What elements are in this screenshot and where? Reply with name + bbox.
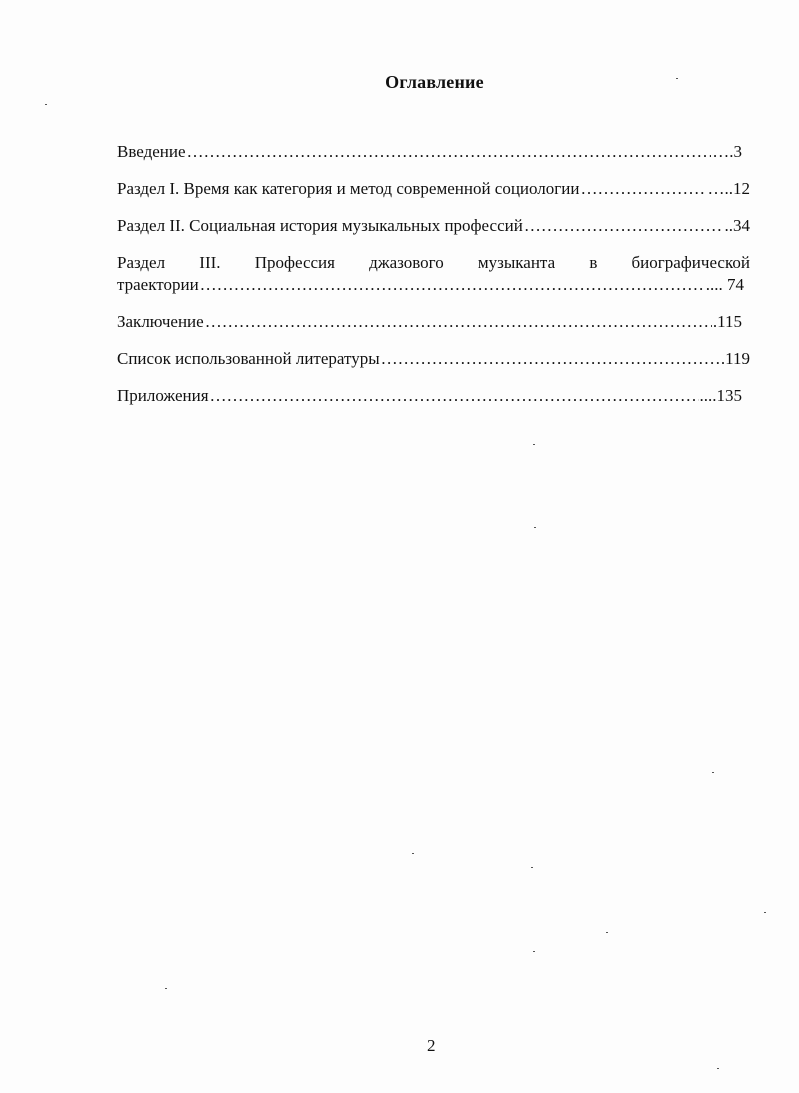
toc-entry-appendices [117, 385, 750, 407]
toc-entry-page: .... 74 [705, 275, 744, 294]
toc-word: биографической [631, 253, 750, 272]
toc-leader-dots [187, 141, 712, 163]
toc-entry-label: Заключение [117, 312, 204, 331]
toc-entry-conclusion [117, 311, 750, 333]
toc-leader-dots [580, 178, 706, 200]
page-title: Оглавление [385, 72, 484, 92]
toc-leader-dots [524, 215, 724, 237]
toc-entry-label: Список использованной литературы [117, 349, 380, 368]
toc-entry-heading-line [117, 252, 750, 274]
toc-entry-section-2 [117, 215, 750, 237]
toc-entry-page: ....135 [699, 386, 742, 405]
toc-entry-page: ….3 [712, 142, 742, 161]
toc-word: джазового [369, 253, 444, 272]
scan-speck [717, 1068, 719, 1069]
scan-speck [533, 444, 535, 445]
scan-speck [412, 853, 414, 854]
toc-leader-dots [381, 348, 720, 370]
scan-speck [764, 912, 766, 913]
toc-entry-label: Раздел I. Время как категория и метод современной социологии [117, 179, 580, 198]
toc-entry-page: .115 [712, 312, 742, 331]
scan-speck [534, 527, 536, 528]
toc-entry-page: ..34 [724, 216, 750, 235]
toc-leader-dots [210, 385, 699, 407]
toc-entry-label: Раздел II. Социальная история музыкальных профессий [117, 216, 523, 235]
table-of-contents [117, 141, 750, 422]
toc-entry-introduction [117, 141, 750, 163]
toc-entry-label: Введение [117, 142, 186, 161]
page-number: 2 [427, 1036, 436, 1055]
scan-speck [533, 951, 535, 952]
toc-entry-label: траектории [117, 275, 199, 294]
scan-speck [676, 78, 678, 79]
toc-word: Профессия [254, 253, 335, 272]
toc-word: в [589, 253, 598, 272]
scan-speck [531, 867, 533, 868]
toc-word: Раздел [117, 253, 166, 272]
toc-entry-section-3 [117, 252, 750, 296]
toc-entry-label: Приложения [117, 386, 209, 405]
toc-leader-dots [205, 311, 712, 333]
toc-entry-page: …..12 [707, 179, 750, 198]
toc-entry-bibliography [117, 348, 750, 370]
scan-speck [165, 988, 167, 989]
toc-entry-section-1 [117, 178, 750, 200]
toc-leader-dots [200, 274, 705, 296]
toc-entry-page: .119 [720, 349, 750, 368]
scan-speck [712, 772, 714, 773]
toc-entry-continuation [117, 274, 750, 296]
scan-speck [606, 932, 608, 933]
toc-word: музыканта [477, 253, 556, 272]
scan-speck [45, 104, 47, 105]
toc-word: III. [199, 253, 221, 272]
